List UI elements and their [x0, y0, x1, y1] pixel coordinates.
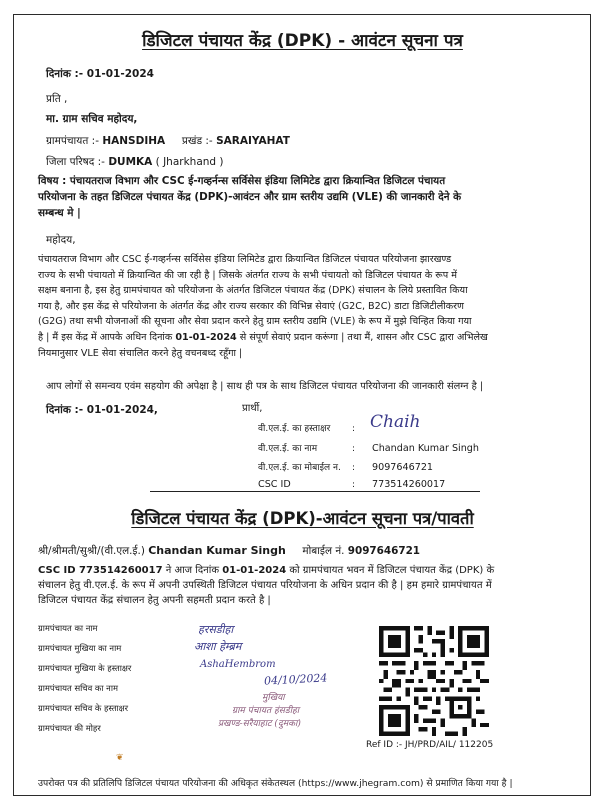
letter-date: दिनांक :- 01-01-2024 — [46, 68, 154, 80]
qr-code — [379, 626, 489, 736]
body-line: है | मैं इस केंद्र में आपके अधिन दिनांक 01-01-2024 से संपूर्ण सेवाएं प्रदान करूंगा | तथा मैं, शासन और CSC द्वारा अभिलेख — [38, 331, 488, 343]
body-line: (G2G) तथा सभी योजनाओं की सूचना और सेवा प्रदान करने हेतु ग्राम स्तरीय उद्यमि (VLE) के रूप में मुझे चिन्हित किया गया — [38, 316, 472, 328]
salutation: महोदय, — [46, 234, 76, 246]
handwritten-mukhiya-name: आशा हेम्ब्रम — [194, 640, 242, 653]
field-label: ग्रामपंचायत मुखिया के हस्ताक्षर — [38, 663, 132, 673]
panchayat-fields — [38, 618, 158, 738]
footer-note: उपरोक्त पत्र की प्रतिलिपि डिजिटल पंचायत परियोजना की अधिकृत संकेतस्थल (https://www.jhegram.com) से प्रमाणित किया गया है | — [38, 778, 513, 789]
csc-id-value: 773514260017 — [372, 479, 446, 490]
field-label: ग्रामपंचायत की मोहर — [38, 723, 101, 733]
gram-panchayat-value: HANSDIHA — [102, 135, 166, 147]
prakhand-label: प्रखंड :- — [181, 135, 213, 147]
ack-vle-name: Chandan Kumar Singh — [148, 544, 286, 557]
field-label: ग्रामपंचायत सचिव के हस्ताक्षर — [38, 703, 129, 713]
body-line: पंचायतराज विभाग और CSC ई-गव्हर्नन्स सर्विसेस इंडिया लिमिटेड द्वारा क्रियान्वित डिजिटल पंचायत परियोजना झारखण्ड — [38, 254, 452, 265]
prarthi-label: प्रार्थी, — [242, 403, 263, 414]
document-title: डिजिटल पंचायत केंद्र (DPK) - आवंटन सूचना पत्र — [142, 31, 463, 51]
gram-panchayat-row — [46, 134, 290, 148]
honorific: श्री/श्रीमती/सुश्री/(वी.एल.ई.) — [38, 545, 145, 557]
stamp-line: ग्राम पंचायत हंसडीहा — [232, 706, 300, 716]
csc-id-label: CSC ID — [258, 479, 291, 490]
document-page: डिजिटल पंचायत केंद्र (DPK) - आवंटन सूचना पत्र दिनांक :- 01-01-2024 प्रति , मा. ग्राम सचिव महोदय, ग्रामपंचायत :- HANSDIHA प्रखंड :- SARAIYAHAT जिला परिषद :- DUMKA ( Jharkhand ) विषय : पंचायतराज विभाग और CSC ई-गव्हर्नन्स सर्विसेस इंडिया लिमिटेड द्वारा क्रियान्वित डिजिटल पंचायत परियोजना के तहत डिजिटल पंचायत केंद्र (DPK)-आवंटन और ग्राम स्तरीय उद्यमि (VLE) की जानकारी देने के सम्बन्ध मे | महोदय, पंचायतराज विभाग और CSC ई-गव्हर्नन्स सर्विसेस इंडिया लिमिटेड द्वारा क्रियान्वित डिजिटल पंचायत परियोजना झारखण्ड राज्य के सभी पंचायतो में क्रियान्वित की जा रही है | जिसके अंतर्गत राज्य के सभी पंचायतो को डिजिटल पंचायत के रूप में सक्षम बनाना है, इस हेतु ग्रामपंचायत को परियोजना के अंतर्गत डिजिटल पंचायत केंद्र (DPK) संचालन के लिये प्रस्तावित किया गया है, और इस केंद्र से परियोजना के अंतर्गत केंद्र और राज्य सरकार की विभिन्न सेवाएं (G2C, B2C) डाटा डिजिटीलीकरण (G2G) तथा सभी योजनाओं की सूचना और सेवा प्रदान करने हेतु ग्राम स्तरीय उद्यमि (VLE) के रूप में मुझे चिन्हित किया गया है | मैं इस केंद्र में आपके अधिन दिनांक 01-01-2024 से संपूर्ण सेवाएं प्रदान करूंगा | तथा मैं, शासन और CSC द्वारा अभिलेख नियमानुसार VLE सेवा संचालित करने हेतु वचनबध्द रहूँगा | आप लोगों से समन्वय एवंम सहयोग की अपेक्षा है | साथ ही पत्र के साथ डिजिटल पंचायत परियोजना की जानकारी संलग्न है | दिनांक :- 01-01-2024, प्रार्थी, वी.एल.ई. का हस्ताक्षर : Chaih वी.एल.ई. का नाम : Chandan Kumar Singh वी.एल.ई. का मोबाईल न. : 9097646721 CSC ID : 773514260017 डिजिटल पंचायत केंद्र (DPK)-आवंटन सूचना पत्र/पावती श्री/श्रीमती/सुश्री/(वी.एल.ई.) Chandan Kumar Singh मोबाईल नं. 9097646721 CSC ID 773514260017 ने आज दिनांक 01-01-2024 को ग्रामपंचायत भवन में डिजिटल पंचायत केंद्र (DPK) के संचालन हेतु वी.एल.ई. के रूप में अपनी उपस्थिती डिजिटल पंचायत परियोजना के अधिन प्रदान की है | हम हमारे ग्रामपंचायत में डिजिटल पंचायत केंद्र संचालन हेतु अपनी सहमती प्रदान करते है | ग्रामपंचायत का नाम ग्रामपंचायत मुखिया का नाम ग्रामपंचायत मुखिया के हस्ताक्षर ग्रामपंचायत सचिव का नाम ग्रामपंचायत सचिव के हस्ताक्षर ग्रामपंचायत की मोहर हरसडीहा आशा हेम्ब्रम AshaHembrom 04/10/2024 मुखिया ग्राम पंचायत हंसडीहा प्रखण्ड-सरैयाहाट (दुमका) Ref ID :- JH/PRD/AIL/ 112205 ❦ उपरोक्त पत्र की प्रतिलिपि डिजिटल पंचायत परियोजना की अधिकृत संकेतस्थल (https://www.jhegram.com) से प्रमाणित किया गया है | — [0, 0, 605, 806]
start-date: 01-01-2024 — [175, 331, 237, 343]
acknowledgement-paragraph — [38, 563, 573, 608]
body-line: सक्षम बनाना है, इस हेतु ग्रामपंचायत को परियोजना के अंतर्गत डिजिटल पंचायत केंद्र (DPK) संचालन के लिये प्रस्तावित किया — [38, 285, 468, 297]
handwritten-mukhiya-signature: AshaHembrom — [200, 659, 276, 670]
handwritten-panchayat-name: हरसडीहा — [198, 623, 234, 636]
ack-line: संचालन हेतु वी.एल.ई. के रूप में अपनी उपस्थिती डिजिटल पंचायत परियोजना के अधिन प्रदान की है | हम हमारे ग्रामपंचायत में — [38, 580, 492, 591]
body-line: राज्य के सभी पंचायतो में क्रियान्वित की जा रही है | जिसके अंतर्गत राज्य के सभी पंचायतो को डिजिटल पंचायत के रूप में — [38, 269, 457, 281]
body-line: गया है, और इस केंद्र से परियोजना के अंतर्गत केंद्र और राज्य सरकार की विभिन्न सेवाएं (G2C, B2C) डाटा डिजिटीलीकरण — [38, 300, 464, 312]
butterfly-icon: ❦ — [116, 753, 124, 763]
prakhand-value: SARAIYAHAT — [216, 135, 290, 147]
handwritten-date: 04/10/2024 — [263, 671, 328, 688]
vle-name-value: Chandan Kumar Singh — [372, 443, 479, 454]
ack-csc-id: CSC ID 773514260017 — [38, 565, 163, 576]
vle-signature: Chaih — [370, 412, 421, 432]
closing-line: आप लोगों से समन्वय एवंम सहयोग की अपेक्षा है | साथ ही पत्र के साथ डिजिटल पंचायत परियोजना की जानकारी संलग्न है | — [46, 381, 484, 392]
subject-line: सम्बन्ध मे | — [38, 207, 81, 219]
addressee: मा. ग्राम सचिव महोदय, — [46, 113, 138, 125]
ack-line: CSC ID 773514260017 ने आज दिनांक 01-01-2024 को ग्रामपंचायत भवन में डिजिटल पंचायत केंद्र (DPK) के — [38, 565, 495, 576]
vle-identity-row — [38, 544, 420, 558]
subject-line: विषय : पंचायतराज विभाग और CSC ई-गव्हर्नन्स सर्विसेस इंडिया लिमिटेड द्वारा क्रियान्वित डिजिटल पंचायत — [38, 175, 446, 187]
vle-name-label: वी.एल.ई. का नाम — [258, 444, 318, 454]
acknowledgement-title: डिजिटल पंचायत केंद्र (DPK)-आवंटन सूचना पत्र/पावती — [131, 509, 474, 528]
reference-id: Ref ID :- JH/PRD/AIL/ 112205 — [366, 740, 494, 750]
district-state: ( Jharkhand ) — [155, 156, 224, 168]
ack-mobile-label: मोबाईल नं. — [302, 545, 345, 557]
prati-label: प्रति , — [46, 93, 68, 105]
gram-panchayat-label: ग्रामपंचायत :- — [46, 135, 100, 147]
ack-date: 01-01-2024 — [222, 565, 287, 576]
letter-body — [38, 252, 568, 361]
stamp-line: प्रखण्ड-सरैयाहाट (दुमका) — [218, 719, 301, 729]
subject — [38, 173, 568, 221]
subject-line: परियोजना के तहत डिजिटल पंचायत केंद्र (DPK)-आवंटन और ग्राम स्तरीय उद्यमि (VLE) की जानकारी देने के — [38, 191, 462, 203]
section-divider — [150, 491, 480, 492]
vle-mobile-label: वी.एल.ई. का मोबाईल न. — [258, 463, 341, 473]
field-label: ग्रामपंचायत का नाम — [38, 623, 98, 633]
letter-date-2: दिनांक :- 01-01-2024, — [46, 404, 158, 416]
district-value: DUMKA — [108, 156, 153, 168]
stamp-line: मुखिया — [262, 693, 285, 703]
district-row — [46, 155, 224, 169]
vle-mobile-value: 9097646721 — [372, 462, 434, 473]
ack-line: डिजिटल पंचायत केंद्र संचालन हेतु अपनी सहमती प्रदान करते है | — [38, 595, 271, 606]
body-line: नियमानुसार VLE सेवा संचालित करने हेतु वचनबध्द रहूँगा | — [38, 347, 243, 359]
field-label: ग्रामपंचायत सचिव का नाम — [38, 683, 118, 693]
field-label: ग्रामपंचायत मुखिया का नाम — [38, 643, 122, 653]
ack-mobile-value: 9097646721 — [347, 545, 421, 557]
vle-sign-label: वी.एल.ई. का हस्ताक्षर — [258, 424, 331, 434]
district-label: जिला परिषद :- — [46, 156, 105, 168]
